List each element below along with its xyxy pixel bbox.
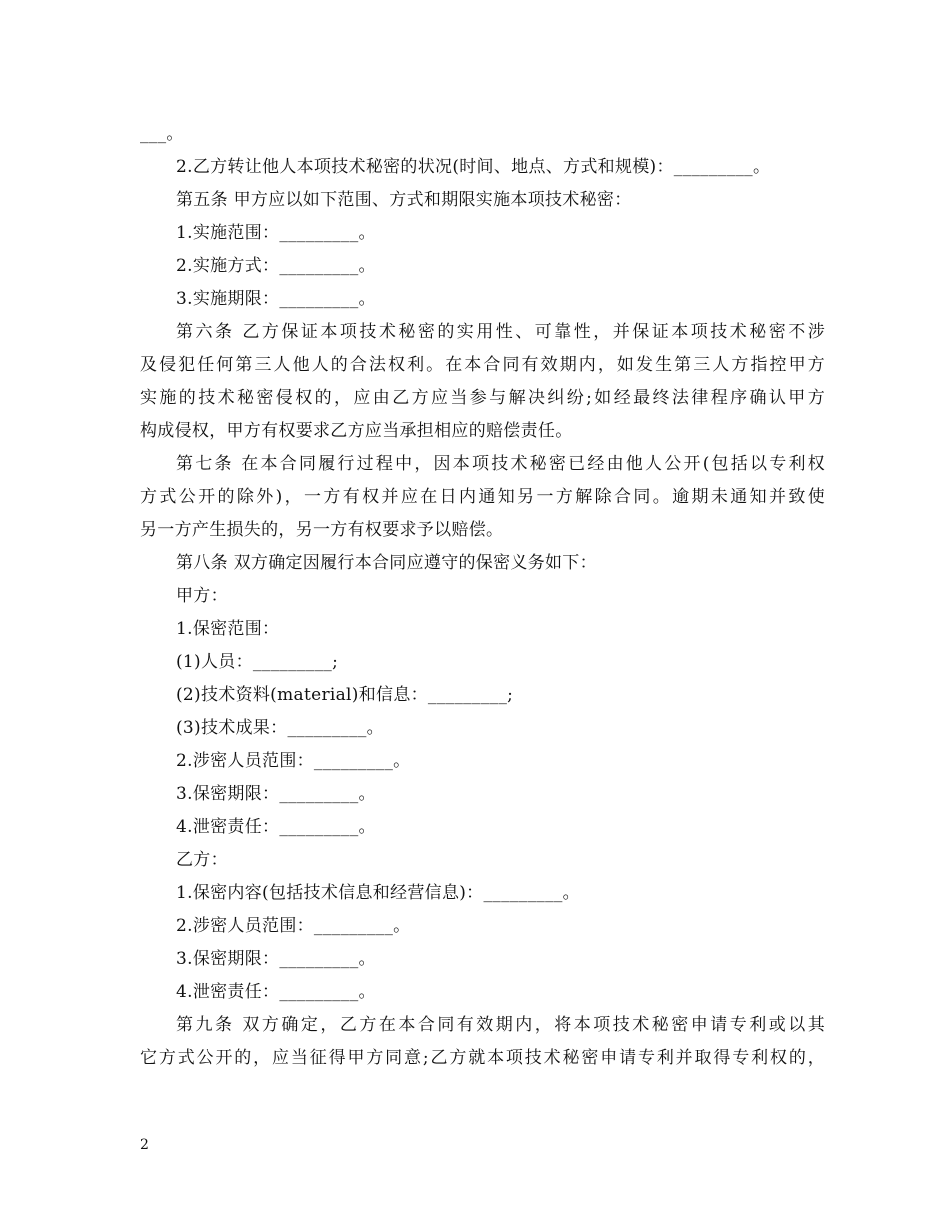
page-number: 2 (140, 1137, 149, 1153)
text-line: 实施的技术秘密侵权的，应由乙方应当参与解决纠纷;如经最终法律程序确认甲方 (140, 388, 825, 408)
article-heading-9: 第九条 双方确定，乙方在本合同有效期内，将本项技术秘密申请专利或以其 (176, 1015, 825, 1035)
text-line: (2)技术资料(material)和信息：_________; (176, 685, 514, 705)
text-line: ___。 (140, 124, 184, 144)
document-body (140, 118, 825, 1075)
text-line: 2.涉密人员范围：_________。 (176, 751, 411, 771)
text-line: 另一方产生损失的，另一方有权要求予以赔偿。 (140, 520, 504, 540)
text-line: (3)技术成果：_________。 (176, 718, 384, 738)
text-line: (1)人员：_________; (176, 652, 339, 672)
text-line: 1.保密范围： (176, 619, 280, 639)
text-line: 构成侵权，甲方有权要求乙方应当承担相应的赔偿责任。 (140, 421, 573, 441)
text-line: 及侵犯任何第三人他人的合法权利。在本合同有效期内，如发生第三人方指控甲方 (140, 355, 825, 375)
text-line: 4.泄密责任：_________。 (176, 982, 376, 1002)
text-line: 2.涉密人员范围：_________。 (176, 916, 411, 936)
text-line: 它方式公开的，应当征得甲方同意;乙方就本项技术秘密申请专利并取得专利权的， (140, 1048, 825, 1068)
text-line: 4.泄密责任：_________。 (176, 817, 376, 837)
article-heading-6: 第六条 乙方保证本项技术秘密的实用性、可靠性，并保证本项技术秘密不涉 (176, 322, 825, 342)
text-line: 2.乙方转让他人本项技术秘密的状况(时间、地点、方式和规模)：_________。 (176, 157, 771, 177)
text-line: 3.保密期限：_________。 (176, 949, 376, 969)
article-heading-5: 第五条 甲方应以如下范围、方式和期限实施本项技术秘密： (176, 190, 632, 210)
article-heading-8: 第八条 双方确定因履行本合同应遵守的保密义务如下： (176, 553, 597, 573)
party-a-label: 甲方： (176, 586, 228, 606)
party-b-label: 乙方： (176, 850, 228, 870)
text-line: 3.实施期限：_________。 (176, 289, 376, 309)
text-line: 2.实施方式：_________。 (176, 256, 376, 276)
article-heading-7: 第七条 在本合同履行过程中，因本项技术秘密已经由他人公开(包括以专利权 (176, 454, 825, 474)
text-line: 1.保密内容(包括技术信息和经营信息)：_________。 (176, 883, 580, 903)
text-line: 1.实施范围：_________。 (176, 223, 376, 243)
text-line: 方式公开的除外)，一方有权并应在日内通知另一方解除合同。逾期未通知并致使 (140, 487, 825, 507)
text-line: 3.保密期限：_________。 (176, 784, 376, 804)
